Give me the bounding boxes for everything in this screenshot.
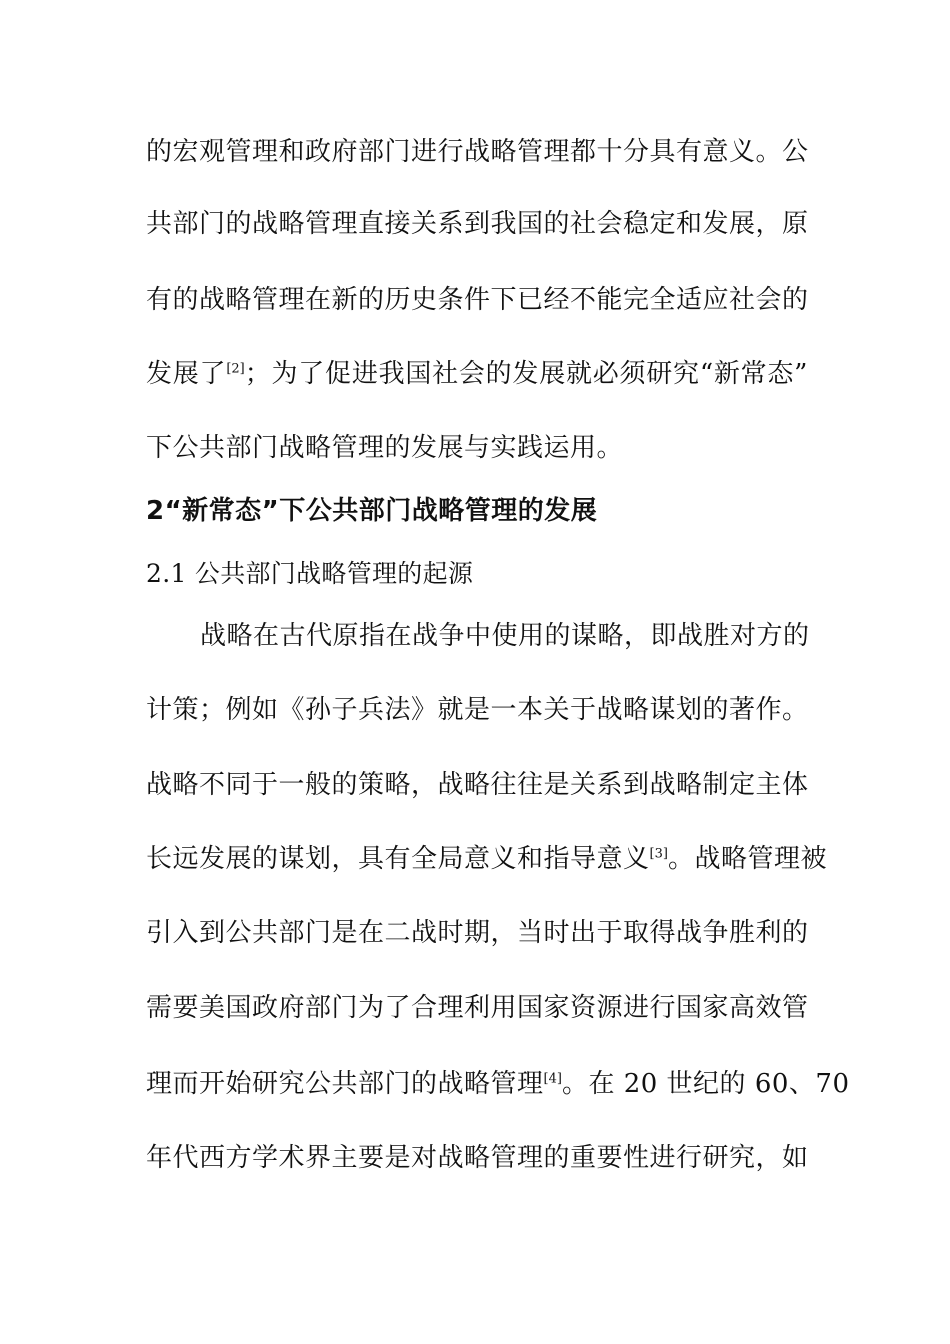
paragraph-line: 引入到公共部门是在二战时期，当时出于取得战争胜利的 bbox=[146, 918, 809, 948]
subsection-heading: 2.1 公共部门战略管理的起源 bbox=[146, 559, 474, 588]
text-segment: 发展了 bbox=[146, 359, 227, 389]
text-segment: 长远发展的谋划，具有全局意义和指导意义 bbox=[146, 844, 650, 874]
paragraph-line: 共部门的战略管理直接关系到我国的社会稳定和发展，原 bbox=[146, 209, 809, 239]
text-segment: ；为了促进我国社会的发展就必须研究“新常态” bbox=[244, 359, 808, 389]
paragraph-line: 计策；例如《孙子兵法》就是一本关于战略谋划的著作。 bbox=[146, 695, 809, 725]
paragraph-line: 下公共部门战略管理的发展与实践运用。 bbox=[146, 433, 624, 463]
paragraph-line: 有的战略管理在新的历史条件下已经不能完全适应社会的 bbox=[146, 285, 809, 315]
text-segment: 。战略管理被 bbox=[667, 844, 827, 874]
paragraph-line: 需要美国政府部门为了合理利用国家资源进行国家高效管 bbox=[146, 993, 809, 1023]
text-segment: 理而开始研究公共部门的战略管理 bbox=[146, 1069, 544, 1099]
citation-ref: [4] bbox=[543, 1071, 562, 1087]
text-segment: 。在 20 世纪的 60、70 bbox=[561, 1069, 850, 1099]
paragraph-line: 的宏观管理和政府部门进行战略管理都十分具有意义。公 bbox=[146, 137, 809, 167]
citation-ref: [3] bbox=[649, 846, 668, 862]
section-heading: 2“新常态”下公共部门战略管理的发展 bbox=[146, 496, 598, 526]
citation-ref: [2] bbox=[226, 361, 245, 377]
paragraph-line: 战略不同于一般的策略，战略往往是关系到战略制定主体 bbox=[146, 770, 809, 800]
paragraph-line bbox=[146, 843, 827, 875]
paragraph-line bbox=[146, 358, 808, 390]
paragraph-line: 战略在古代原指在战争中使用的谋略，即战胜对方的 bbox=[200, 621, 810, 651]
paragraph-line: 年代西方学术界主要是对战略管理的重要性进行研究，如 bbox=[146, 1143, 809, 1173]
paragraph-line bbox=[146, 1068, 850, 1100]
